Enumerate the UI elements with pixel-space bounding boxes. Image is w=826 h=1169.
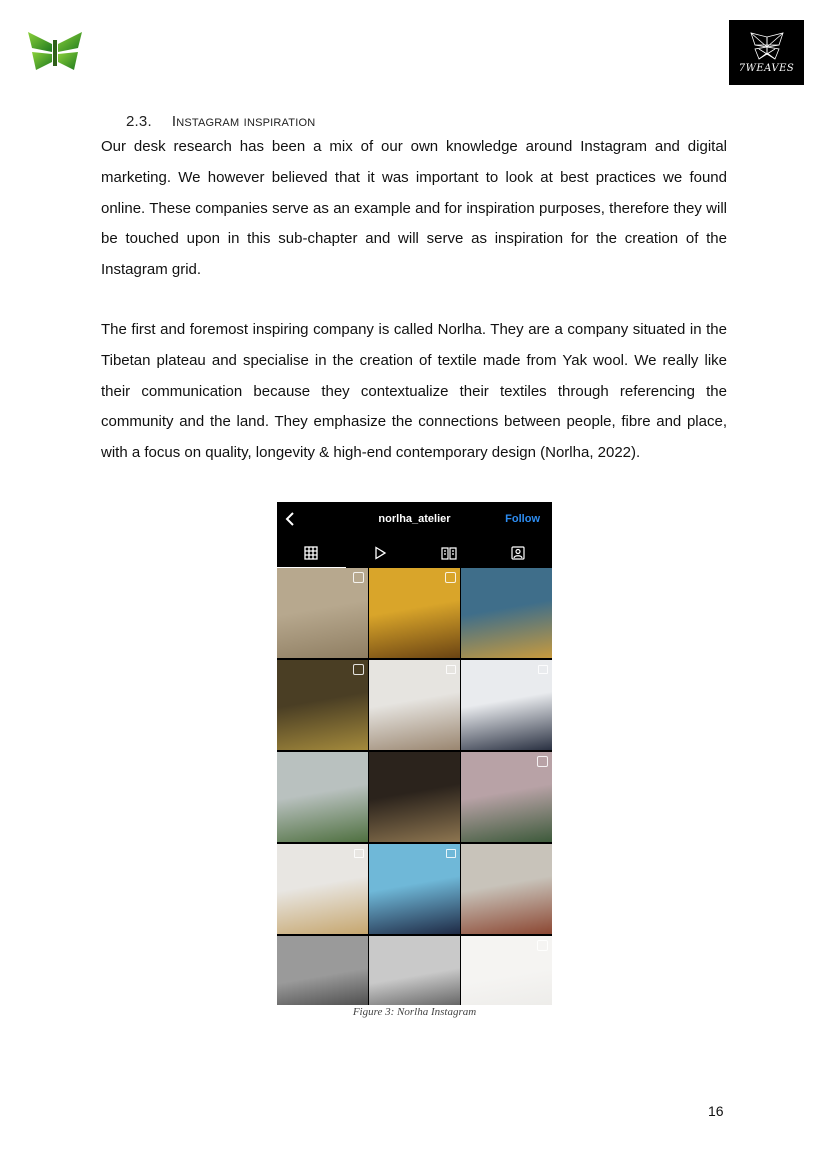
section-title: Instagram inspiration bbox=[171, 113, 316, 130]
figure-caption: Figure 3: Norlha Instagram bbox=[352, 1006, 477, 1018]
photo-bw-portrait-icon[interactable] bbox=[369, 936, 460, 1005]
butterfly-leaf-logo-icon bbox=[26, 30, 84, 72]
section-number: 2.3. bbox=[126, 113, 152, 130]
photo-steppe-yak-icon[interactable] bbox=[277, 568, 368, 658]
follow-button[interactable]: Follow bbox=[505, 513, 540, 525]
photo-performer-night-icon[interactable] bbox=[369, 752, 460, 842]
tab-reels[interactable] bbox=[346, 538, 415, 568]
photo-monastery-icon[interactable] bbox=[461, 844, 552, 934]
section-heading bbox=[126, 113, 315, 130]
profile-tabs bbox=[277, 538, 552, 568]
photo-woman-field-icon[interactable] bbox=[277, 752, 368, 842]
photo-woman-dark-dress-icon[interactable] bbox=[461, 660, 552, 750]
reels-icon bbox=[373, 546, 387, 560]
tab-guides[interactable] bbox=[415, 538, 484, 568]
photo-woman-jacket-icon[interactable] bbox=[277, 844, 368, 934]
multiple-photos-icon bbox=[353, 664, 364, 675]
brand-wordmark: 7WEAVES bbox=[738, 63, 795, 74]
profile-username: norlha_atelier bbox=[378, 513, 451, 525]
multiple-photos-icon bbox=[537, 940, 548, 951]
photo-text-card-icon[interactable] bbox=[461, 936, 552, 1005]
brand-logo-box bbox=[729, 20, 804, 85]
multiple-photos-icon bbox=[353, 572, 364, 583]
body-paragraph-1: Our desk research has been a mix of our own knowledge around Instagram and digital marketing. We however believed that it was important to look at best practices we found online. These companies serve as an example and for inspiration purposes, therefore they will be touched upon in this sub-chapter and will serve as inspiration for the creation of the Instagram grid. bbox=[101, 138, 727, 279]
instagram-header bbox=[277, 502, 552, 538]
photo-man-scarf-icon[interactable] bbox=[369, 660, 460, 750]
tab-grid[interactable] bbox=[277, 538, 346, 568]
photo-weaving-hands-icon[interactable] bbox=[277, 660, 368, 750]
tab-tagged[interactable] bbox=[483, 538, 552, 568]
geometric-butterfly-logo-icon bbox=[747, 31, 787, 61]
photo-prayer-wheels-icon[interactable] bbox=[369, 568, 460, 658]
page-number: 16 bbox=[708, 1103, 724, 1119]
shopping-bag-icon bbox=[446, 849, 456, 858]
photo-grid bbox=[277, 568, 552, 1005]
photo-bw-yak-icon[interactable] bbox=[277, 936, 368, 1005]
shopping-bag-icon bbox=[446, 665, 456, 674]
body-paragraph-2: The first and foremost inspiring company is called Norlha. They are a company situated in the Tibetan plateau and specialise in the creation of textile made from Yak wool. We really like their communication because they contextualize their textiles through referencing the community and the land. They emphasize the connections between people, fibre and place, with a focus on quality, longevity & high-end contemporary design (Norlha, 2022). bbox=[101, 321, 727, 462]
photo-figure-grassland-icon[interactable] bbox=[461, 568, 552, 658]
shopping-bag-icon bbox=[538, 665, 548, 674]
photo-mountain-dusk-icon[interactable] bbox=[461, 752, 552, 842]
multiple-photos-icon bbox=[445, 572, 456, 583]
grid-icon bbox=[304, 546, 318, 560]
shopping-bag-icon bbox=[354, 849, 364, 858]
instagram-screenshot bbox=[277, 502, 552, 1005]
tagged-icon bbox=[511, 546, 525, 560]
guides-icon bbox=[441, 546, 457, 560]
multiple-photos-icon bbox=[537, 756, 548, 767]
photo-man-navy-sweater-icon[interactable] bbox=[369, 844, 460, 934]
